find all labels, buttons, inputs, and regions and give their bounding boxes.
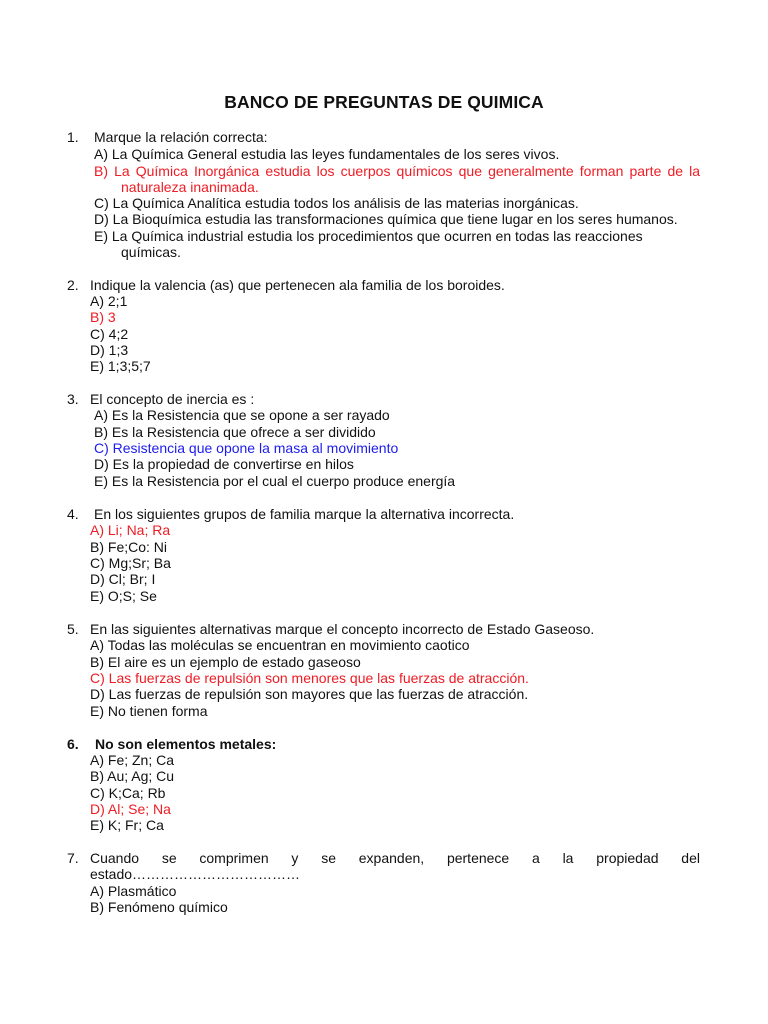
question-5-option-b: B) El aire es un ejemplo de estado gaseoso (90, 654, 361, 670)
question-3-number: 3. (67, 391, 79, 407)
question-2-option-b: B) 3 (90, 309, 116, 325)
question-3-option-d: D) Es la propiedad de convertirse en hilos (94, 456, 354, 472)
question-5-text: En las siguientes alternativas marque el concepto incorrecto de Estado Gaseoso. (90, 621, 595, 637)
question-4-option-b: B) Fe;Co: Ni (90, 539, 168, 555)
question-3-option-b: B) Es la Resistencia que ofrece a ser dividido (94, 424, 376, 440)
question-4-option-e: E) O;S; Se (90, 588, 157, 604)
question-5-option-a: A) Todas las moléculas se encuentran en movimiento caotico (90, 637, 470, 653)
question-1-option-d: D) La Bioquímica estudia las transformaciones química que tiene lugar en los seres humanos. (94, 211, 678, 227)
question-2-option-d: D) 1;3 (90, 342, 129, 358)
question-2-option-e: E) 1;3;5;7 (90, 358, 151, 374)
question-1-number: 1. (67, 129, 79, 145)
question-6-option-a: A) Fe; Zn; Ca (90, 752, 175, 768)
question-6-option-b: B) Au; Ag; Cu (90, 768, 175, 784)
question-2-option-c: C) 4;2 (90, 326, 129, 342)
question-6-text: No son elementos metales: (95, 736, 277, 752)
question-6-number: 6. (67, 736, 79, 752)
question-6-option-c: C) K;Ca; Rb (90, 785, 166, 801)
question-2-option-a: A) 2;1 (90, 293, 128, 309)
question-7-text: Cuando se comprimen y se expanden, pertenece a la propiedad del (90, 850, 700, 866)
question-4-option-d: D) Cl; Br; I (90, 571, 156, 587)
question-7-option-a: A) Plasmático (90, 883, 177, 899)
question-2-number: 2. (67, 277, 79, 293)
question-3-text: El concepto de inercia es : (90, 391, 255, 407)
question-1-text: Marque la relación correcta: (94, 129, 268, 145)
question-6-option-d: D) Al; Se; Na (90, 801, 171, 817)
question-6-option-e: E) K; Fr; Ca (90, 817, 164, 833)
question-1-option-e-continued: químicas. (121, 244, 181, 260)
question-3-option-a: A) Es la Resistencia que se opone a ser rayado (94, 407, 390, 423)
question-2-text: Indique la valencia (as) que pertenecen ala familia de los boroides. (90, 277, 505, 293)
question-7-text-continued: estado……………………………… (90, 866, 301, 882)
question-1-option-a: A) La Química General estudia las leyes fundamentales de los seres vivos. (94, 146, 560, 162)
question-7-number: 7. (67, 850, 79, 866)
question-4-option-c: C) Mg;Sr; Ba (90, 555, 171, 571)
question-4-option-a: A) Li; Na; Ra (90, 522, 171, 538)
question-7-option-b: B) Fenómeno químico (90, 899, 228, 915)
question-5-option-c: C) Las fuerzas de repulsión son menores que las fuerzas de atracción. (90, 670, 529, 686)
question-1-option-e: E) La Química industrial estudia los procedimientos que ocurren en todas las reacciones (94, 228, 643, 244)
question-1-option-c: C) La Química Analítica estudia todos los análisis de las materias inorgánicas. (94, 195, 579, 211)
question-3-option-e: E) Es la Resistencia por el cual el cuerpo produce energía (94, 473, 456, 489)
question-5-option-e: E) No tienen forma (90, 703, 208, 719)
question-5-number: 5. (67, 621, 79, 637)
question-5-option-d: D) Las fuerzas de repulsión son mayores que las fuerzas de atracción. (90, 686, 529, 702)
page-title: BANCO DE PREGUNTAS DE QUIMICA (224, 92, 544, 112)
question-1-option-b-continued: naturaleza inanimada. (121, 179, 259, 195)
question-4-text: En los siguientes grupos de familia marque la alternativa incorrecta. (94, 506, 515, 522)
question-1-option-b: B) La Química Inorgánica estudia los cuerpos químicos que generalmente forman parte de la (94, 163, 700, 179)
question-3-option-c: C) Resistencia que opone la masa al movimiento (94, 440, 399, 456)
question-4-number: 4. (67, 506, 79, 522)
